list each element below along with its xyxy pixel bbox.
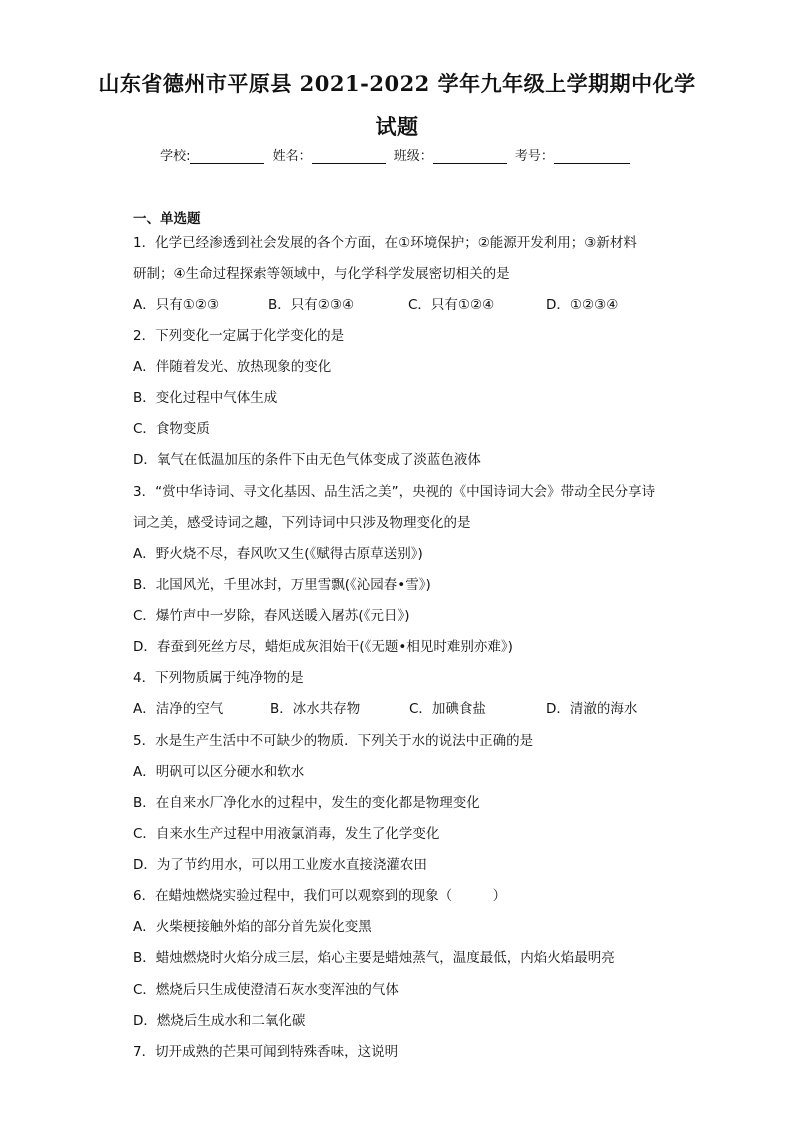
- q2-stem: 2．下列变化一定属于化学变化的是: [133, 328, 345, 344]
- q6-option-d[interactable]: D．燃烧后生成水和二氧化碳: [133, 1013, 306, 1029]
- q2-option-d[interactable]: D．氧气在低温加压的条件下由无色气体变成了淡蓝色液体: [133, 452, 481, 468]
- student-info-row: [0, 145, 794, 164]
- exam-title-line2: 试题: [375, 114, 419, 139]
- q2-option-c[interactable]: C．食物变质: [133, 421, 210, 437]
- class-blank[interactable]: [433, 149, 507, 164]
- q1-option-a[interactable]: A．只有①②③: [133, 297, 220, 313]
- q5-option-a[interactable]: A．明矾可以区分硬水和软水: [133, 764, 305, 780]
- q5-option-b[interactable]: B．在自来水厂净化水的过程中，发生的变化都是物理变化: [133, 795, 480, 811]
- q3-option-b[interactable]: B．北国风光，千里冰封，万里雪飘(《沁园春•雪》): [133, 577, 431, 593]
- q3-option-a[interactable]: A．野火烧不尽，春风吹又生(《赋得古原草送别》): [133, 546, 423, 562]
- q3-option-d[interactable]: D．春蚕到死丝方尽，蜡炬成灰泪始干(《无题•相见时难别亦难》): [133, 639, 513, 655]
- q5-option-d[interactable]: D．为了节约用水，可以用工业废水直接浇灌农田: [133, 857, 427, 873]
- section-title: 一、单选题: [133, 211, 201, 227]
- q5-stem: 5．水是生产生活中不可缺少的物质．下列关于水的说法中正确的是: [133, 733, 534, 749]
- q1-stem-line1: 1．化学已经渗透到社会发展的各个方面，在①环境保护；②能源开发利用；③新材料: [133, 235, 637, 251]
- q4-option-d[interactable]: D．清澈的海水: [546, 701, 638, 717]
- exam-no-blank[interactable]: [554, 149, 630, 164]
- name-blank[interactable]: [312, 149, 386, 164]
- q6-stem: 6．在蜡烛燃烧实验过程中，我们可以观察到的现象（ ）: [133, 888, 507, 904]
- school-label: 学校:: [160, 149, 191, 164]
- class-label: 班级：: [393, 149, 433, 164]
- q1-stem-line2: 研制；④生命过程探索等领域中，与化学科学发展密切相关的是: [133, 266, 510, 282]
- q4-option-c[interactable]: C．加碘食盐: [409, 701, 486, 717]
- name-label: 姓名：: [272, 149, 312, 164]
- q2-option-b[interactable]: B．变化过程中气体生成: [133, 390, 278, 406]
- q6-option-c[interactable]: C．燃烧后只生成使澄清石灰水变浑浊的气体: [133, 982, 399, 998]
- q1-option-d[interactable]: D．①②③④: [546, 297, 619, 313]
- q3-stem-line2: 词之美，感受诗词之趣，下列诗词中只涉及物理变化的是: [133, 515, 471, 531]
- q5-option-c[interactable]: C．自来水生产过程中用液氯消毒，发生了化学变化: [133, 826, 440, 842]
- q2-option-a[interactable]: A．伴随着发光、放热现象的变化: [133, 359, 332, 375]
- exam-no-label: 考号：: [514, 149, 554, 164]
- q3-option-c[interactable]: C．爆竹声中一岁除，春风送暖入屠苏(《元日》): [133, 608, 410, 624]
- q6-option-a[interactable]: A．火柴梗接触外焰的部分首先炭化变黑: [133, 919, 372, 935]
- q4-option-a[interactable]: A．洁净的空气: [133, 701, 224, 717]
- school-blank[interactable]: [190, 149, 264, 164]
- q4-stem: 4．下列物质属于纯净物的是: [133, 670, 304, 686]
- q1-option-b[interactable]: B．只有②③④: [268, 297, 355, 313]
- q7-stem: 7．切开成熟的芒果可闻到特殊香味，这说明: [133, 1044, 399, 1060]
- exam-title-line1: 山东省德州市平原县 2021-2022 学年九年级上学期期中化学: [98, 71, 696, 96]
- q6-option-b[interactable]: B．蜡烛燃烧时火焰分成三层，焰心主要是蜡烛蒸气，温度最低，内焰火焰最明亮: [133, 950, 615, 966]
- q4-option-b[interactable]: B．冰水共存物: [270, 701, 361, 717]
- q3-stem-line1: 3．“赏中华诗词、寻文化基因、品生活之美”，央视的《中国诗词大会》带动全民分享诗: [133, 484, 656, 500]
- q1-option-c[interactable]: C．只有①②④: [408, 297, 495, 313]
